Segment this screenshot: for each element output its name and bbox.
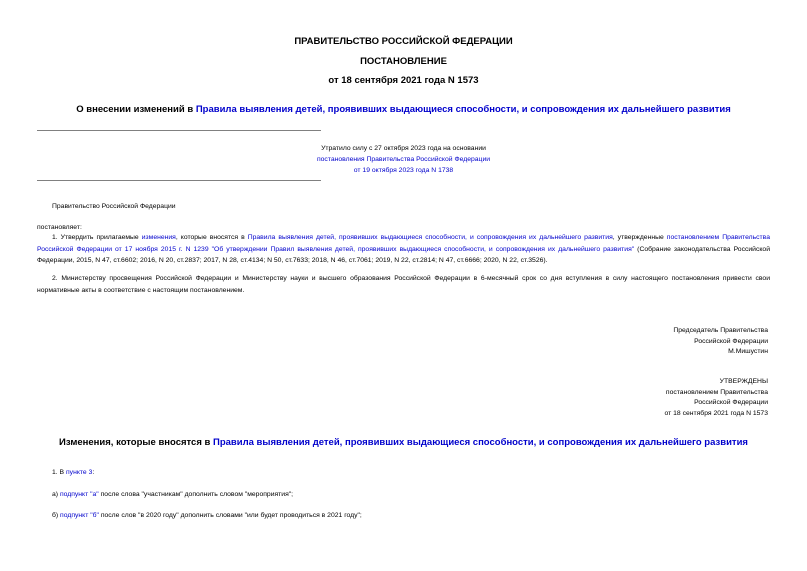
p1-text-a: 1. Утвердить прилагаемые (52, 234, 142, 241)
item-1-suffix: : (92, 469, 95, 476)
repeal-notice-link-date[interactable]: от 19 октября 2023 года N 1738 (353, 167, 454, 174)
approved-block (665, 377, 769, 419)
paragraph-2: 2. Министерству просвещения Российской Федерации и Министерству науки и высшего образования Российской Федерации в 6-месячный срок со дня вступления в силу настоящего постановления привести свои нормативные акты в соответствие с настоящим постановлением. (37, 275, 770, 294)
signature-line1: Председатель Правительства (673, 327, 768, 334)
subitem-a-text: после слова "участникам" дополнить словом "мероприятия"; (98, 491, 294, 498)
title-prefix: О внесении изменений в (76, 104, 196, 115)
subitem-a-prefix: а) (52, 491, 60, 498)
subitem-a (52, 489, 293, 500)
org-heading: ПРАВИТЕЛЬСТВО РОССИЙСКОЙ ФЕДЕРАЦИИ (294, 36, 513, 47)
item-1-prefix: 1. В (52, 469, 66, 476)
subitem-b (52, 510, 362, 521)
signature-line2: Российской Федерации (694, 337, 768, 345)
divider-top (37, 130, 321, 131)
point-3-link[interactable]: пункте 3 (65, 469, 93, 476)
rules-link[interactable]: Правила выявления детей, проявивших выдающиеся способности, и сопровождения их дальнейшего развития (247, 234, 613, 241)
document-title (0, 104, 807, 115)
item-1 (52, 467, 94, 478)
doc-type-heading: ПОСТАНОВЛЕНИЕ (360, 56, 447, 67)
paragraph-1 (37, 232, 770, 267)
resolution-1239-link[interactable]: постановлением Правительства Российской Федерации от 17 ноября 2015 г. N 1239 "Об утверждении Правил выявления детей, проявивших выдающиеся способности, и сопровождения их дальнейшего развития" (37, 234, 770, 253)
changes-link[interactable]: изменения (141, 234, 176, 241)
approved-line3: Российской Федерации (694, 399, 768, 406)
decides-label: постановляет: (37, 224, 82, 231)
changes-title-prefix: Изменения, которые вносятся в (59, 437, 213, 448)
repeal-notice-line1: Утратило силу с 27 октября 2023 года на основании (321, 145, 486, 152)
government-label: Правительство Российской Федерации (52, 203, 176, 210)
approved-line1: УТВЕРЖДЕНЫ (719, 378, 768, 385)
divider-bottom (37, 180, 321, 181)
p1-text-d: (Собрание законодательства Российской Федерации, 2015, N 47, ст.6602; 2016, N 20, ст.2837; 2017, N 28, ст.4134; N 50, ст.7633; 2018, N 46, ст.7061; 2019, N 22, ст.2814; N 47, ст.6666; 2020, N 22, ст.3526). (37, 245, 771, 264)
approved-line2: постановлением Правительства (665, 388, 768, 396)
signature-name: М.Мишустин (728, 348, 768, 355)
changes-title-link[interactable]: Правила выявления детей, проявивших выдающиеся способности, и сопровождения их дальнейшего развития (213, 437, 748, 448)
subpoint-b-link[interactable]: подпункт "б" (60, 512, 99, 519)
signature-block (673, 326, 768, 358)
repeal-notice-link[interactable]: постановления Правительства Российской Федерации (316, 156, 491, 163)
title-rules-link[interactable]: Правила выявления детей, проявивших выдающиеся способности, и сопровождения их дальнейшего развития (195, 104, 731, 115)
p1-text-b: , которые вносятся в (175, 234, 248, 241)
p1-text-c: , утвержденные (612, 234, 667, 241)
repeal-notice (0, 143, 807, 176)
subitem-b-prefix: б) (52, 512, 61, 519)
subpoint-a-link[interactable]: подпункт "а" (59, 491, 99, 498)
approved-line4: от 18 сентября 2021 года N 1573 (664, 409, 768, 417)
changes-title (0, 437, 807, 448)
subitem-b-text: после слов "в 2020 году" дополнить словами "или будет проводиться в 2021 году"; (98, 512, 362, 519)
date-number-heading: от 18 сентября 2021 года N 1573 (328, 75, 479, 86)
